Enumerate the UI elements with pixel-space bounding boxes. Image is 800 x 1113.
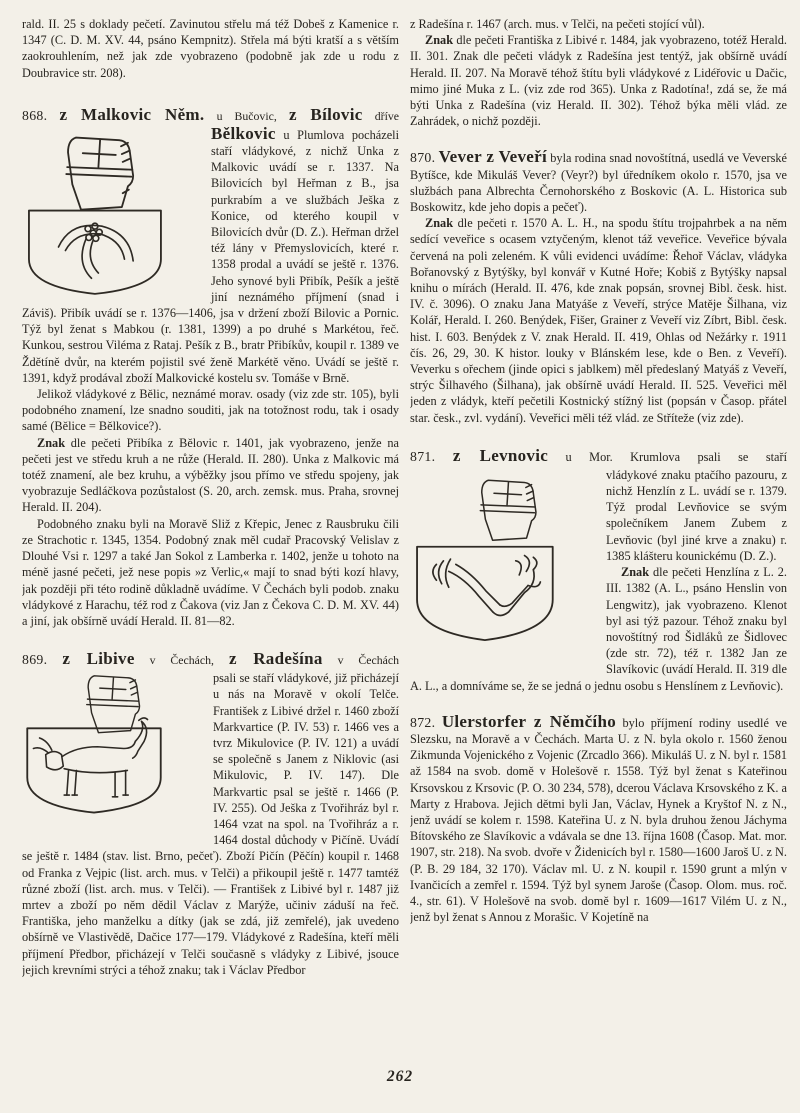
entry-871-body: vládykové znaku ptačího pazouru, z nichž Henzlín z L. uvádí se r. 1379. Týž prodal Levňovice se svým společníkem Janem Zubem z Levňovic (byl jiné krve a znaku) r. 1385 klášteru kounickému (D. Z.). <box>606 467 787 563</box>
right-column <box>410 16 787 1076</box>
entry-868-heading <box>22 105 399 126</box>
family-name: Bělkovic <box>211 123 276 143</box>
shield-icon <box>417 547 553 640</box>
entry-871-heading <box>410 446 787 467</box>
znak-label: Znak <box>621 565 650 580</box>
entry-869 <box>22 649 399 978</box>
entry-871-znak-paragraph: Znak dle pečeti Henzlína z L. 2. III. 1382 (A. L., psáno Henslin von Lengwitz), jak vyobrazeno. Klenot byl asi týž pazour. Téhož znaku byl novoštítný rod Šidláků ze Šidlovec (zde str. 72), též r. 1382 Jan ze Slavíkovic (uvádí Herald. II. 319 dle A. L., a domníváme se, že se jedná o jednu osobu s Henslínem z Levňovic). <box>410 565 787 693</box>
family-name: Vever z Veveří <box>438 147 548 167</box>
family-name: z Bílovic <box>288 104 363 124</box>
coat-of-arms-869-helmet-shield-bull-icon <box>22 673 202 831</box>
entry-869-flow <box>22 670 399 978</box>
heading-note: v Čechách, <box>149 653 214 668</box>
wrapped-arrow-charge <box>58 223 133 278</box>
shield-icon <box>27 728 160 812</box>
entry-872-heading-and-body: 872. Ulerstorfer z Němčího bylo příjmení rodiny usedlé ve Slezsku, na Moravě a v Čechách. Marta U. z N. byla okolo r. 1560 ženou Zikmunda Vojenického z Vojenic (Zrcadlo 366). Mikuláš U. z N. byl r. 1581 až 1584 na svob. domě v Holešově r. 1558. Týž byl ženat s Kateřinou Krsovskou z Krsovic (P. O. 30 234, 578), dcerou Václava Krsovského z K. a Marty z Hrabova. Jejich dětmi byli Jan, Václav, Hynek a Kryštof N. z N., jenž uvádí se kolem r. 1598. Kateřina U. z N. byla druhou ženou Jáchyma Bítovského ze Slavíkovic a vdávala se dne 13. října 1608 (Časop. Mat. mor. 1907, str. 218). Na svob. dvoře v Židenicích byl r. 1580—1600 Jaroš U. z N. (P. B. 29 184, 32 170). Václav ml. U. z N. koupil r. 1590 grunt a mlýn v Ivančicích a zemřel r. 1594. Týž byl synem Jaroše (Časop. Olom. mus. roč. 4., str. 61). V Holešově na svob. domě byl r. 1609—1617 Vilém U. z N., jenž byl ženat s Annou z Morašic. V Kojetíně na <box>410 711 787 925</box>
znak-label: Znak <box>37 435 66 450</box>
family-name: z Libive <box>62 649 135 669</box>
entry-868-paragraph: Podobného znaku byli na Moravě Sliž z Křepic, Jenec z Rausbruku čili ze Strachotic r. 1345, 1354. Podobný znak měl cudař Pracovský Velislav z Dlouhé Vsi r. 1297 a také Jan Sokol z Lamberka r. 1402, jenže u tohoto na méně jasné pečeti, jež nese popis »z Verlic,« mají to snad býti kozí hlavy, jak později při této rodině důkladně uvádíme. V Čechách byli podob. znaku vládykové z Harachu, též rod z Čakova (viz Jan z Čekova C. D. M. XV. 44) a jiní, jak obšírně uvádí Herald. II. 81—82. <box>22 516 399 628</box>
entry-number: 870. <box>410 150 436 166</box>
left-column <box>22 16 399 1076</box>
entry-872 <box>410 711 787 926</box>
bird-claw-charge <box>433 555 540 615</box>
heading-note: u Bučovic, <box>216 108 277 123</box>
entry-868-body: Bělkovic u Plumlova pocházeli staří vládykové, z nichž Unka z Malkovic uvádí se r. 1337. Na Bilovicích byl Heřman z B., jsa purkrabím a ve službách Ješka z Konice, od kterého koupil v Bilovicích dvůr (D. Z.). Heřman držel též lány v Přemyslovicích, které r. 1358 prodal a uvádí se ještě r. 1376. Jeho synové byli Přibík, Pešík a ještě jiní neznámého příjmení (snad i Záviš). Přibík uvádí se r. 1376—1406, jsa v držení zboží Bilovic a Pornic. Týž byl ženat s Mabkou (r. 1381, 1399) a po druhé s Markétou, řeč. Kunkou, sestrou Viléma z Rataj. Pešík z B., bratr Přibíkův, koupil r. 1389 ve Ždětíně dvůr, na kterém pojistil své ženě Markétě věno. Uvádí se ještě r. 1391, když prodával zboží Malkovické kostelu sv. Tomáše v Brně. <box>22 123 399 385</box>
entry-number: 871. <box>410 448 436 464</box>
entry-870-heading-and-body: 870. Vever z Veveří byla rodina snad novoštítná, usedlá ve Veverské Bytíšce, kde Mikuláš Vever? (Veyr?) byl úředníkem okolo r. 1570, jsa ve službách pana Albrechta Černohorského z Boskovic (A. L. Historica sub Boskowitz, kde jeho dopis a pečeť). <box>410 147 787 215</box>
entry-868-znak-paragraph: Znak dle pečeti Přibíka z Bělovic r. 1401, jak vyobrazeno, jenže na pečeti jest ve středu kruh a ne růže (Herald. II. 280). Unka z Malkovic má totéž znamení, ale bez kruhu, a výběžky jsou přímo ve středu spojeny, jak vyobrazuje Sedláčkova pozůstalost (S. 20, arch. zemsk. mus. Praha, srovnej Herald. II. 204). <box>22 435 399 515</box>
entry-868-paragraph: Jelikož vládykové z Bělic, neznámé morav. osady (viz zde str. 105), byli podobného znamení, lze snadno souditi, jak na totožnost rodu, tak i osady samé (Bělice = Bělkovice?). <box>22 387 399 434</box>
entry-871 <box>410 446 787 694</box>
entry-869-heading <box>22 649 399 670</box>
family-name: Ulerstorfer z Němčího <box>441 711 617 731</box>
entry-number: 868. <box>22 107 48 123</box>
heading-note: u Mor. Krumlova psali se staří <box>565 449 787 464</box>
great-helm-icon <box>480 480 536 540</box>
entry-868 <box>22 105 399 629</box>
entry-number: 869. <box>22 652 48 668</box>
heading-note: v Čechách <box>337 653 399 668</box>
entry-869-body: psali se staří vládykové, již přicházejí u nás na Moravě v okolí Telče. František z Libivé držel r. 1460 zboží Markvartice (P. IV. 53) r. 1466 ves a tvrz Mikulovice (P. IV. 121) a uvádí se společně s Janem z Niklovic (asi Mikulovic, P. IV. 147). Dle Markvartic psal se ještě r. 1466 (P. IV. 255). Od Ješka z Tvořihráz byl r. 1464 vzat na spol. na Tvořihráz a r. 1464 dostal důchody v Pičíně. Uvádí se ještě r. 1484 (stav. list. Brno, pečeť). Zboží Pičín (Pěčín) koupil r. 1468 od Franka z Vejpic (list. arch. mus. v Telči) a přikoupil ještě r. 1477 tamtéž různé zboží (list. arch. mus. v Telči). — František z Libivé byl r. 1487 již mrtev a zboží po něm dědil Václav z Marýže, učiniv záduší na řeč. Františka, jeho manželku a dítky (jak se zdá, již zemřelé), jak uvedeno obšírně ve Vlastivědě, Dačice 177—179. Vládykové z Radešína, kteří měli příjmení Předbor, přicházejí v Telči současně s vládyky z Libivé, jsouce jejich krevními strýci a téhož znaku; tak i Václav Předbor <box>22 671 399 977</box>
heading-note: dříve <box>374 108 399 123</box>
entry-number: 872. <box>410 714 436 730</box>
entry-870-znak-paragraph: Znak dle pečeti r. 1570 A. L. H., na spodu štítu trojpahrbek a na něm sedící veveřice s ocasem vztyčeným, klenot táž veveřice. Veveřice bývala červená na poli zeleném. K vůli evidenci uvádíme: Řehoř Václav, vládyka Bořanovský z Bytýšky, byl konvář v Kutné Hoře; Kobiš z Bytýšky napsal knihu o mírách (Herald. II. 476, kde znak popsán, srovnej Bibl. česk. hist. IV. č. 3096). O znaku Jana Matyáše z Veveří, strýce Matěje Šilhana, viz Kolář, Herald. I. 260. Benýdek, Fišer, Grainer z Veveří viz Zíbrt, Bibl. česk. hist. I. 603. Benýdek z V. znak Herald. II. 419, Ohlas od Nežárky r. 1911 čís. 26, 29, 30. K histor. louky v Blánském lese, kde o Ben. z Veveří). Veverku s ořechem (jinde opici s jablkem) měl předeslaný Matyáš z Veveří, strýc Šilhavého (Šilhana), jak obšírně uvádí Herald. II. 525. Veveřici měl jeden z vládyk, kteří pečetili Kostnický stížný list (popsán v Časop. přátel star. česk., zvl. vydání). Veveřici měli též vlád. ze Stříteže (viz zde). <box>410 216 787 425</box>
continuation-paragraph: z Radešína r. 1467 (arch. mus. v Telči, na pečeti stojící vůl). <box>410 17 705 31</box>
family-name: z Levnovic <box>452 445 549 465</box>
family-name: z Radešína <box>228 649 323 669</box>
entry-871-flow <box>410 467 787 694</box>
entry-869-znak-paragraph: Znak dle pečeti Františka z Libivé r. 1484, jak vyobrazeno, totéž Herald. II. 301. Znak dle pečeti vládyk z Radešína jest tentýž, jak obšírně uvádí Herald. II. 207. Na Moravě téhož štítu byli vládykové z Lidéřovic u Dačic, mimo jiné Muka z L. (viz zde rod 365). Unka z Radotína!, zdá se, že má býti Unka z Radešína (viz Herald. II. 302). Téhož býka měli vlád. ze Zahrádek, o nichž později. <box>410 33 787 129</box>
great-helm-icon <box>87 676 140 733</box>
great-helm-icon <box>66 137 133 209</box>
entry-868-flow <box>22 123 399 629</box>
znak-label: Znak <box>425 216 454 231</box>
coat-of-arms-868-helmet-shield-wrapped-arrow-icon <box>22 129 200 299</box>
coat-of-arms-871-helmet-shield-bird-claw-icon <box>410 470 595 664</box>
family-name: z Malkovic Něm. <box>59 104 205 124</box>
page-number: 262 <box>386 1068 414 1085</box>
continuation-paragraph: rald. II. 25 s doklady pečetí. Zavinutou střelu má též Dobeš z Kamenice r. 1347 (C. D. M. XV. 44, psáno Kempnitz). Střela má býti kratší a s větším zaokrouhlením, než jak zde vyobrazeno (podobně jak zde u rodu z Doubravice str. 208). <box>22 17 399 80</box>
entry-870 <box>410 149 787 425</box>
znak-label: Znak <box>425 33 454 48</box>
